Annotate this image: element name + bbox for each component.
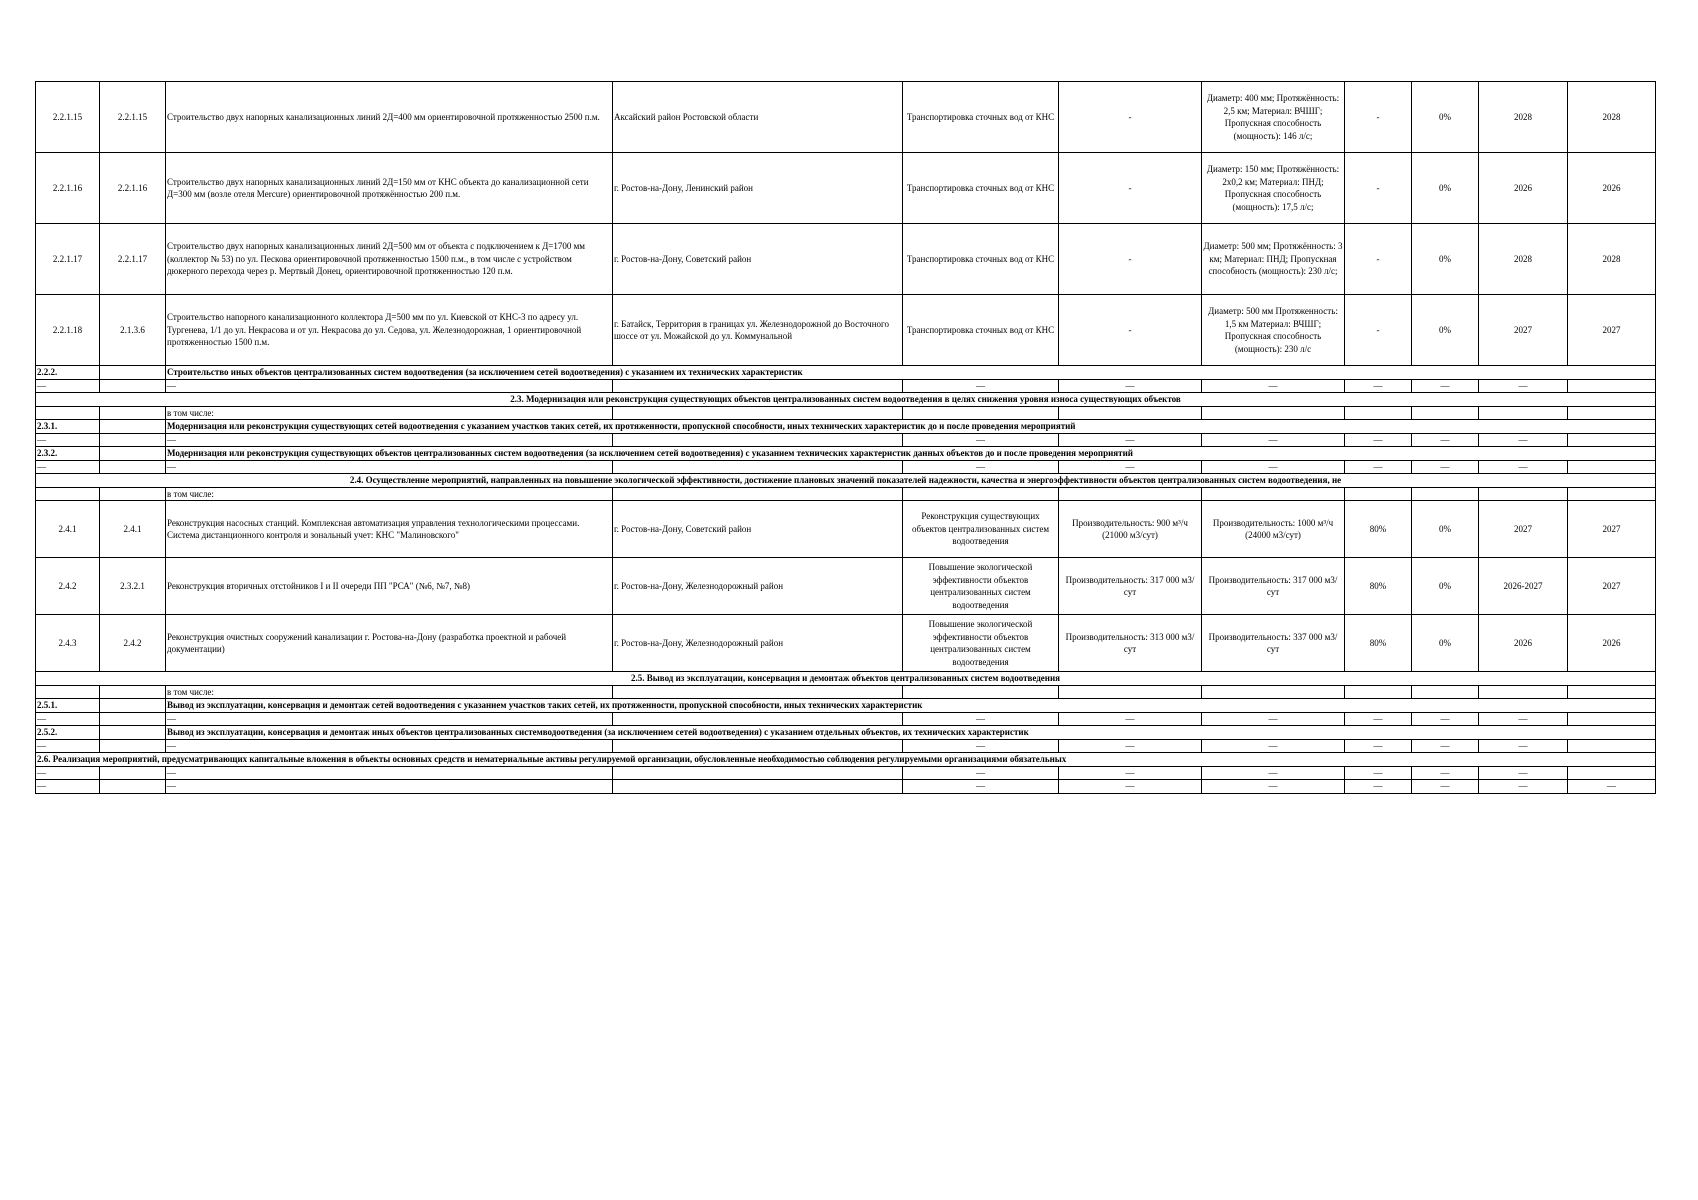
wear-before: 80% (1345, 558, 1412, 615)
included-row (36, 406, 1656, 420)
value-after: Диаметр: 500 мм; Протяжённость: 3 км; Материал: ПНД; Пропускная способность (мощность): 230 л/с; (1202, 224, 1345, 295)
placeholder-row (36, 780, 1656, 794)
measure-purpose: Транспортировка сточных вод от КНС (903, 153, 1059, 224)
subsection-2-3-2 (36, 447, 1656, 461)
empty-cell (36, 685, 100, 699)
dash-cell: — (1202, 460, 1345, 474)
start-year: 2026 (1479, 615, 1568, 672)
dash-cell: — (1202, 433, 1345, 447)
value-before: Производительность: 313 000 м3/сут (1059, 615, 1202, 672)
measure-location: Аксайский район Ростовской области (613, 82, 903, 153)
dash-cell: — (36, 739, 100, 753)
empty-cell (1059, 406, 1202, 420)
empty-cell (1568, 460, 1656, 474)
value-before: - (1059, 295, 1202, 366)
dash-cell: — (166, 712, 613, 726)
empty-cell (1202, 685, 1345, 699)
measure-row (36, 82, 1656, 153)
measure-purpose: Повышение экологической эффективности объектов централизованных систем водоотведения (903, 558, 1059, 615)
empty-cell (100, 487, 166, 501)
empty-cell (1202, 406, 1345, 420)
measure-name: Строительство двух напорных канализационных линий 2Д=500 мм от объекта с подключением к Д=1700 мм (коллектор № 53) по ул. Пескова ориентировочной протяженностью 1500 п.м., в том числе с устройством дюкерного перехода через р. Мертвый Донец, ориентировочной протяженностью 120 п.м. (166, 224, 613, 295)
row-number: 2.2.1.17 (36, 224, 100, 295)
empty-cell (100, 420, 166, 434)
measure-location: г. Ростов-на-Дону, Советский район (613, 501, 903, 558)
dash-cell: — (1479, 460, 1568, 474)
dash-cell: — (166, 433, 613, 447)
end-year: 2026 (1568, 153, 1656, 224)
wear-before: 80% (1345, 501, 1412, 558)
empty-cell (1568, 379, 1656, 393)
measure-location: г. Ростов-на-Дону, Советский район (613, 224, 903, 295)
included-row (36, 685, 1656, 699)
dash-cell: — (903, 460, 1059, 474)
value-after: Производительность: 337 000 м3/сут (1202, 615, 1345, 672)
dash-cell: — (36, 379, 100, 393)
row-number: 2.4.1 (36, 501, 100, 558)
empty-cell (100, 699, 166, 713)
dash-cell: — (166, 379, 613, 393)
placeholder-row (36, 460, 1656, 474)
measure-row (36, 153, 1656, 224)
end-year: 2027 (1568, 501, 1656, 558)
start-year: 2026 (1479, 153, 1568, 224)
empty-cell (613, 685, 903, 699)
empty-cell (100, 460, 166, 474)
placeholder-row (36, 433, 1656, 447)
subsection-2-5-2 (36, 726, 1656, 740)
dash-cell: — (1345, 739, 1412, 753)
measure-row (36, 224, 1656, 295)
start-year: 2026-2027 (1479, 558, 1568, 615)
measure-location: г. Ростов-на-Дону, Ленинский район (613, 153, 903, 224)
empty-cell (1059, 685, 1202, 699)
empty-cell (1202, 487, 1345, 501)
section-2-3 (36, 393, 1656, 407)
dash-cell: — (1479, 379, 1568, 393)
measure-location: г. Батайск, Территория в границах ул. Железнодорожной до Восточного шоссе от ул. Можайской до ул. Коммунальной (613, 295, 903, 366)
subsection-2-5-1 (36, 699, 1656, 713)
dash-cell: — (1059, 379, 1202, 393)
section-2-5 (36, 672, 1656, 686)
value-before: Производительность: 317 000 м3/сут (1059, 558, 1202, 615)
measure-purpose: Транспортировка сточных вод от КНС (903, 295, 1059, 366)
wear-before: - (1345, 224, 1412, 295)
empty-cell (36, 406, 100, 420)
dash-cell: — (1412, 433, 1479, 447)
dash-cell: — (1345, 379, 1412, 393)
value-before: Производительность: 900 м³/ч (21000 м3/сут) (1059, 501, 1202, 558)
empty-cell (613, 379, 903, 393)
wear-after: 0% (1412, 82, 1479, 153)
empty-cell (1412, 487, 1479, 501)
empty-cell (1345, 685, 1412, 699)
empty-cell (1568, 685, 1656, 699)
dash-cell: — (1202, 766, 1345, 780)
dash-cell: — (1345, 433, 1412, 447)
empty-cell (100, 433, 166, 447)
empty-cell (36, 487, 100, 501)
wear-after: 0% (1412, 153, 1479, 224)
measure-name: Строительство двух напорных канализационных линий 2Д=400 мм ориентировочной протяженностью 2500 п.м. (166, 82, 613, 153)
empty-cell (1412, 685, 1479, 699)
end-year: 2028 (1568, 224, 1656, 295)
empty-cell (100, 712, 166, 726)
dash-cell: — (1059, 766, 1202, 780)
wear-after: 0% (1412, 558, 1479, 615)
row-reference: 2.4.2 (100, 615, 166, 672)
subsection-title: Вывод из эксплуатации, консервация и демонтаж иных объектов централизованных системводоотведения (за исключением сетей водоотведения) с указанием отдельных объектов, их технических характеристик (166, 726, 1656, 740)
wear-after: 0% (1412, 615, 1479, 672)
row-reference: 2.1.3.6 (100, 295, 166, 366)
value-after: Производительность: 1000 м³/ч (24000 м3/сут) (1202, 501, 1345, 558)
end-year: 2026 (1568, 615, 1656, 672)
empty-cell (100, 447, 166, 461)
empty-cell (613, 780, 903, 794)
dash-cell: — (1412, 379, 1479, 393)
end-year: 2027 (1568, 295, 1656, 366)
empty-cell (1412, 406, 1479, 420)
dash-cell: — (1345, 460, 1412, 474)
value-after: Диаметр: 400 мм; Протяжённость: 2,5 км; Материал: ВЧШГ; Пропускная способность (мощность): 146 л/с; (1202, 82, 1345, 153)
empty-cell (613, 433, 903, 447)
dash-cell: — (1345, 766, 1412, 780)
wear-before: - (1345, 82, 1412, 153)
dash-cell: — (1202, 739, 1345, 753)
dash-cell: — (1479, 780, 1568, 794)
empty-cell (903, 487, 1059, 501)
empty-cell (1568, 433, 1656, 447)
section-title: 2.6. Реализация мероприятий, предусматривающих капитальные вложения в объекты основных средств и нематериальные активы регулируемой организации, обусловленные необходимостью соблюдения регулируемыми организациями обязательных (36, 753, 1656, 767)
dash-cell: — (1202, 780, 1345, 794)
measure-name: Реконструкция насосных станций. Комплексная автоматизация управления технологическими процессами. Система дистанционного контроля и зональный учет: КНС "Малиновского" (166, 501, 613, 558)
subsection-title: Модернизация или реконструкция существующих объектов централизованных систем водоотведения (за исключением сетей водоотведения) с указанием технических характеристик данных объектов до и после проведения мероприятий (166, 447, 1656, 461)
subsection-number: 2.3.2. (36, 447, 100, 461)
included-label: в том числе: (166, 685, 613, 699)
included-label: в том числе: (166, 406, 613, 420)
dash-cell: — (36, 780, 100, 794)
section-title: 2.5. Вывод из эксплуатации, консервация и демонтаж объектов централизованных систем водоотведения (36, 672, 1656, 686)
subsection-title: Вывод из эксплуатации, консервация и демонтаж сетей водоотведения с указанием участков таких сетей, их протяженности, пропускной способности, иных технических характеристик (166, 699, 1656, 713)
dash-cell: — (1059, 780, 1202, 794)
wear-before: - (1345, 153, 1412, 224)
empty-cell (100, 379, 166, 393)
included-row (36, 487, 1656, 501)
dash-cell: — (1412, 739, 1479, 753)
dash-cell: — (903, 739, 1059, 753)
start-year: 2028 (1479, 224, 1568, 295)
dash-cell: — (1202, 712, 1345, 726)
empty-cell (1568, 766, 1656, 780)
end-year: 2027 (1568, 558, 1656, 615)
placeholder-row (36, 379, 1656, 393)
subsection-number: 2.5.2. (36, 726, 100, 740)
subsection-2-3-1 (36, 420, 1656, 434)
row-reference: 2.2.1.16 (100, 153, 166, 224)
placeholder-row (36, 766, 1656, 780)
section-2-6 (36, 753, 1656, 767)
dash-cell: — (166, 780, 613, 794)
empty-cell (100, 406, 166, 420)
empty-cell (1479, 487, 1568, 501)
row-reference: 2.4.1 (100, 501, 166, 558)
measure-name: Реконструкция вторичных отстойников I и II очереди ПП "РСА" (№6, №7, №8) (166, 558, 613, 615)
row-number: 2.4.2 (36, 558, 100, 615)
dash-cell: — (166, 739, 613, 753)
subsection-number: 2.5.1. (36, 699, 100, 713)
empty-cell (1479, 685, 1568, 699)
section-title: 2.3. Модернизация или реконструкция существующих объектов централизованных систем водоотведения в целях снижения уровня износа существующих объектов (36, 393, 1656, 407)
row-number: 2.2.1.15 (36, 82, 100, 153)
empty-cell (613, 406, 903, 420)
table-body (36, 82, 1656, 794)
dash-cell: — (166, 460, 613, 474)
empty-cell (100, 366, 166, 380)
empty-cell (1345, 406, 1412, 420)
dash-cell: — (1059, 433, 1202, 447)
dash-cell: — (1479, 766, 1568, 780)
wear-after: 0% (1412, 295, 1479, 366)
dash-cell: — (166, 766, 613, 780)
empty-cell (1059, 487, 1202, 501)
subsection-title: Строительство иных объектов централизованных систем водоотведения (за исключением сетей водоотведения) с указанием их технических характеристик (166, 366, 1656, 380)
empty-cell (100, 685, 166, 699)
row-number: 2.2.1.16 (36, 153, 100, 224)
measure-location: г. Ростов-на-Дону, Железнодорожный район (613, 558, 903, 615)
value-after: Диаметр: 500 мм Протяженность: 1,5 км Материал: ВЧШГ; Пропускная способность (мощность): 230 л/с (1202, 295, 1345, 366)
dash-cell: — (1059, 460, 1202, 474)
empty-cell (100, 766, 166, 780)
row-reference: 2.2.1.15 (100, 82, 166, 153)
empty-cell (100, 739, 166, 753)
dash-cell: — (1412, 712, 1479, 726)
row-number: 2.2.1.18 (36, 295, 100, 366)
dash-cell: — (903, 433, 1059, 447)
value-before: - (1059, 82, 1202, 153)
empty-cell (1479, 406, 1568, 420)
subsection-2-2-2 (36, 366, 1656, 380)
dash-cell: — (1412, 460, 1479, 474)
empty-cell (1345, 487, 1412, 501)
row-reference: 2.2.1.17 (100, 224, 166, 295)
dash-cell: — (1345, 712, 1412, 726)
empty-cell (613, 739, 903, 753)
start-year: 2028 (1479, 82, 1568, 153)
dash-cell: — (1059, 739, 1202, 753)
empty-cell (613, 460, 903, 474)
empty-cell (613, 712, 903, 726)
empty-cell (903, 685, 1059, 699)
dash-cell: — (1412, 780, 1479, 794)
measure-purpose: Транспортировка сточных вод от КНС (903, 82, 1059, 153)
placeholder-row (36, 712, 1656, 726)
value-after: Производительность: 317 000 м3/сут (1202, 558, 1345, 615)
section-title: 2.4. Осуществление мероприятий, направленных на повышение экологической эффективности, достижение плановых значений показателей надежности, качества и энергоэффективности объектов централизованных систем водоотведения, не (36, 474, 1656, 488)
measure-row (36, 615, 1656, 672)
dash-cell: — (1568, 780, 1656, 794)
empty-cell (903, 406, 1059, 420)
value-before: - (1059, 224, 1202, 295)
dash-cell: — (1479, 739, 1568, 753)
start-year: 2027 (1479, 501, 1568, 558)
measure-row (36, 295, 1656, 366)
measure-purpose: Реконструкция существующих объектов централизованных систем водоотведения (903, 501, 1059, 558)
included-label: в том числе: (166, 487, 613, 501)
start-year: 2027 (1479, 295, 1568, 366)
measure-name: Строительство двух напорных канализационных линий 2Д=150 мм от КНС объекта до канализационной сети Д=300 мм (возле отеля Mercure) ориентировочной протяжённостью 200 п.м. (166, 153, 613, 224)
measure-purpose: Транспортировка сточных вод от КНС (903, 224, 1059, 295)
empty-cell (100, 780, 166, 794)
subsection-number: 2.2.2. (36, 366, 100, 380)
measure-row (36, 501, 1656, 558)
empty-cell (1568, 487, 1656, 501)
value-after: Диаметр: 150 мм; Протяжённость: 2х0,2 км; Материал: ПНД; Пропускная способность (мощность): 17,5 л/с; (1202, 153, 1345, 224)
empty-cell (613, 487, 903, 501)
dash-cell: — (903, 379, 1059, 393)
placeholder-row (36, 739, 1656, 753)
section-2-4 (36, 474, 1656, 488)
dash-cell: — (903, 780, 1059, 794)
row-number: 2.4.3 (36, 615, 100, 672)
empty-cell (100, 726, 166, 740)
value-before: - (1059, 153, 1202, 224)
empty-cell (1568, 712, 1656, 726)
measure-purpose: Повышение экологической эффективности объектов централизованных систем водоотведения (903, 615, 1059, 672)
dash-cell: — (1059, 712, 1202, 726)
end-year: 2028 (1568, 82, 1656, 153)
row-reference: 2.3.2.1 (100, 558, 166, 615)
dash-cell: — (903, 712, 1059, 726)
dash-cell: — (36, 460, 100, 474)
dash-cell: — (1479, 433, 1568, 447)
dash-cell: — (1345, 780, 1412, 794)
empty-cell (1568, 739, 1656, 753)
empty-cell (1568, 406, 1656, 420)
measure-name: Реконструкция очистных сооружений канализации г. Ростова-на-Дону (разработка проектной и рабочей документации) (166, 615, 613, 672)
wear-before: 80% (1345, 615, 1412, 672)
wear-after: 0% (1412, 224, 1479, 295)
empty-cell (613, 766, 903, 780)
measure-name: Строительство напорного канализационного коллектора Д=500 мм по ул. Киевской от КНС-3 по адресу ул. Тургенева, 1/1 до ул. Некрасова и от ул. Некрасова до ул. Седова, ул. Железнодорожная, 1 ориентировочной протяженностью 1500 п.м. (166, 295, 613, 366)
dash-cell: — (1202, 379, 1345, 393)
dash-cell: — (903, 766, 1059, 780)
dash-cell: — (36, 433, 100, 447)
measure-row (36, 558, 1656, 615)
dash-cell: — (1412, 766, 1479, 780)
dash-cell: — (36, 712, 100, 726)
dash-cell: — (36, 766, 100, 780)
wear-after: 0% (1412, 501, 1479, 558)
measures-table (35, 81, 1656, 794)
subsection-number: 2.3.1. (36, 420, 100, 434)
subsection-title: Модернизация или реконструкция существующих сетей водоотведения с указанием участков таких сетей, их протяженности, пропускной способности, иных технических характеристик до и после проведения мероприятий (166, 420, 1656, 434)
measure-location: г. Ростов-на-Дону, Железнодорожный район (613, 615, 903, 672)
wear-before: - (1345, 295, 1412, 366)
dash-cell: — (1479, 712, 1568, 726)
